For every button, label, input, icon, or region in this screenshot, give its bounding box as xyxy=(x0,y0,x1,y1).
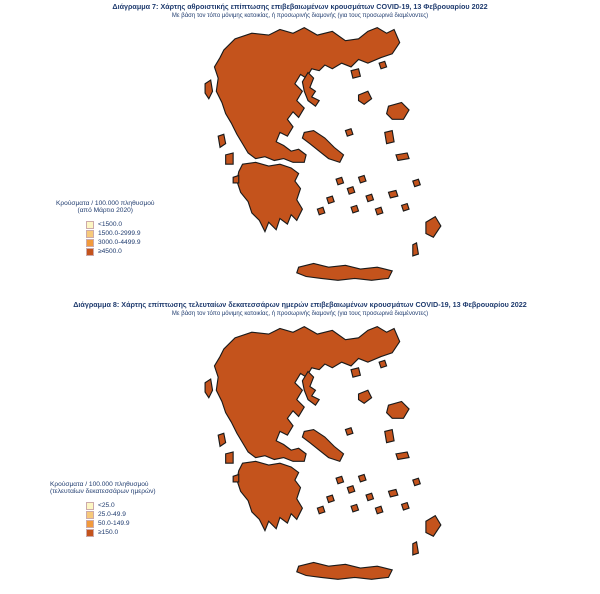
legend-swatch xyxy=(86,511,94,519)
map-2-title: Διάγραμμα 8: Χάρτης επίπτωσης τελευταίων δεκατεσσάρων ημερών επιβεβαιωμένων κρουσμάτων COVID-19, 13 Φεβρουαρίου 2022 xyxy=(73,300,527,309)
legend-swatch xyxy=(86,221,94,229)
map-2-subtitle: Με βάση τον τόπο μόνιμης κατοικίας, ή προσωρινής διαμονής (για τους προσωρινά διαμένοντες) xyxy=(171,311,429,317)
legend-swatch xyxy=(86,230,94,238)
map-1-legend-title: Κρούσματα / 100.000 πληθυσμού xyxy=(56,200,155,207)
legend-swatch xyxy=(86,248,94,256)
legend-item: 25.0-49.9 xyxy=(86,510,156,519)
legend-item: 1500.0-2999.9 xyxy=(86,229,155,238)
legend-swatch xyxy=(86,502,94,510)
legend-item: <25.0 xyxy=(86,501,156,510)
legend-item: <1500.0 xyxy=(86,220,155,229)
map-1-title: Διάγραμμα 7: Χάρτης αθροιστικής επίπτωσης επιβεβαιωμένων κρουσμάτων COVID-19, 13 Φεβρουαρίου 2022 xyxy=(112,2,488,11)
legend-swatch xyxy=(86,520,94,528)
legend-item: ≥4500.0 xyxy=(86,247,155,256)
legend-item: 3000.0-4499.9 xyxy=(86,238,155,247)
greece-map-2 xyxy=(158,321,458,583)
map-2-legend xyxy=(50,481,156,537)
map-2-legend-subtitle: (τελευταίων δεκατεσσάρων ημερών) xyxy=(50,488,156,495)
map-panel-2 xyxy=(0,297,600,594)
greece-regions-1 xyxy=(205,28,441,281)
map-1-subtitle: Με βάση τον τόπο μόνιμης κατοικίας, ή προσωρινής διαμονής (για τους προσωρινά διαμένοντες) xyxy=(171,13,429,19)
legend-swatch xyxy=(86,529,94,537)
greece-map-1 xyxy=(158,22,458,284)
legend-item: 50.0-149.9 xyxy=(86,519,156,528)
map-1-legend-subtitle: (από Μάρτιο 2020) xyxy=(77,207,133,214)
greece-regions-2 xyxy=(205,327,441,580)
legend-item: ≥150.0 xyxy=(86,528,156,537)
map-1-legend xyxy=(56,200,155,256)
map-2-legend-title: Κρούσματα / 100.000 πληθυσμού xyxy=(50,481,149,488)
legend-swatch xyxy=(86,239,94,247)
